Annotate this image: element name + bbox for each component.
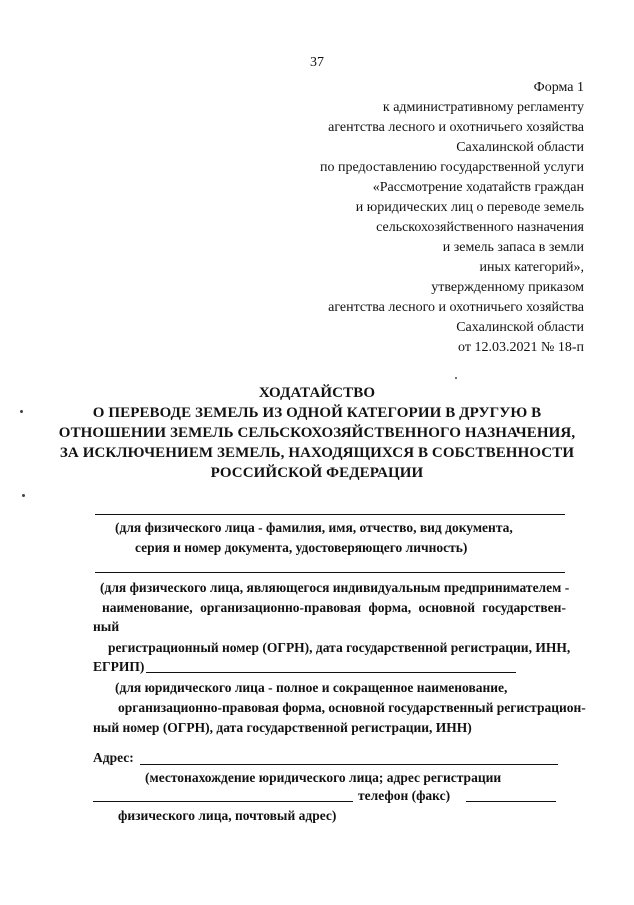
entrepreneur-hint: ЕГРИП)	[93, 659, 145, 674]
header-line: иных категорий»,	[479, 260, 584, 275]
legal-hint: организационно-правовая форма, основной государственный регистрацион-	[118, 700, 586, 715]
header-line: агентства лесного и охотничьего хозяйства	[328, 120, 584, 135]
hint-word: наименование,	[102, 600, 193, 615]
scan-speck	[20, 410, 23, 413]
address-label: Адрес:	[93, 750, 134, 765]
address-hint: физического лица, почтовый адрес)	[118, 808, 337, 823]
scan-speck	[455, 377, 457, 379]
header-line: к административному регламенту	[382, 100, 584, 115]
header-line: агентства лесного и охотничьего хозяйства	[328, 300, 584, 315]
header-line: Форма 1	[533, 80, 584, 95]
header-line: от 12.03.2021 № 18-п	[458, 340, 584, 355]
hint-word: основной	[418, 600, 476, 615]
entrepreneur-egrip-field[interactable]	[146, 672, 516, 673]
entrepreneur-field[interactable]	[95, 572, 565, 573]
header-line: сельскохозяйственного назначения	[376, 220, 584, 235]
individual-hint: серия и номер документа, удостоверяющего личность)	[135, 540, 468, 555]
address-field[interactable]	[140, 764, 558, 765]
individual-hint: (для физического лица - фамилия, имя, отчество, вид документа,	[115, 520, 513, 535]
title-line: ЗА ИСКЛЮЧЕНИЕМ ЗЕМЕЛЬ, НАХОДЯЩИХСЯ В СОБСТВЕННОСТИ	[59, 445, 575, 461]
legal-hint: (для юридического лица - полное и сокращенное наименование,	[115, 680, 508, 695]
entrepreneur-hint-justified	[102, 600, 566, 616]
entrepreneur-hint: ный	[93, 619, 120, 634]
header-line: Сахалинской области	[456, 320, 584, 335]
scan-speck	[22, 494, 25, 497]
hint-word: организационно-правовая	[200, 600, 362, 615]
title-line: О ПЕРЕВОДЕ ЗЕМЕЛЬ ИЗ ОДНОЙ КАТЕГОРИИ В ДРУГУЮ В	[92, 405, 542, 421]
header-line: и юридических лиц о переводе земель	[355, 200, 584, 215]
header-line: по предоставлению государственной услуги	[320, 160, 584, 175]
address-field-2[interactable]	[93, 801, 353, 802]
phone-label: телефон (факс)	[358, 788, 451, 803]
title-line: ОТНОШЕНИИ ЗЕМЕЛЬ СЕЛЬСКОХОЗЯЙСТВЕННОГО НАЗНАЧЕНИЯ,	[58, 425, 576, 441]
title-line: ХОДАТАЙСТВО	[258, 385, 376, 401]
hint-word: форма,	[368, 600, 412, 615]
address-hint: (местонахождение юридического лица; адрес регистрации	[145, 770, 502, 785]
header-line: и земель запаса в земли	[442, 240, 584, 255]
header-line: утвержденному приказом	[431, 280, 584, 295]
page-number: 37	[310, 55, 324, 70]
legal-hint: ный номер (ОГРН), дата государственной регистрации, ИНН)	[93, 720, 472, 735]
hint-word: государствен-	[482, 600, 566, 615]
entrepreneur-hint: регистрационный номер (ОГРН), дата государственной регистрации, ИНН,	[108, 640, 571, 655]
header-line: Сахалинской области	[456, 140, 584, 155]
phone-field[interactable]	[466, 801, 556, 802]
title-line: РОССИЙСКОЙ ФЕДЕРАЦИИ	[210, 465, 424, 481]
header-line: «Рассмотрение ходатайств граждан	[372, 180, 584, 195]
individual-name-field[interactable]	[95, 514, 565, 515]
entrepreneur-hint: (для физического лица, являющегося индивидуальным предпринимателем -	[100, 580, 570, 595]
